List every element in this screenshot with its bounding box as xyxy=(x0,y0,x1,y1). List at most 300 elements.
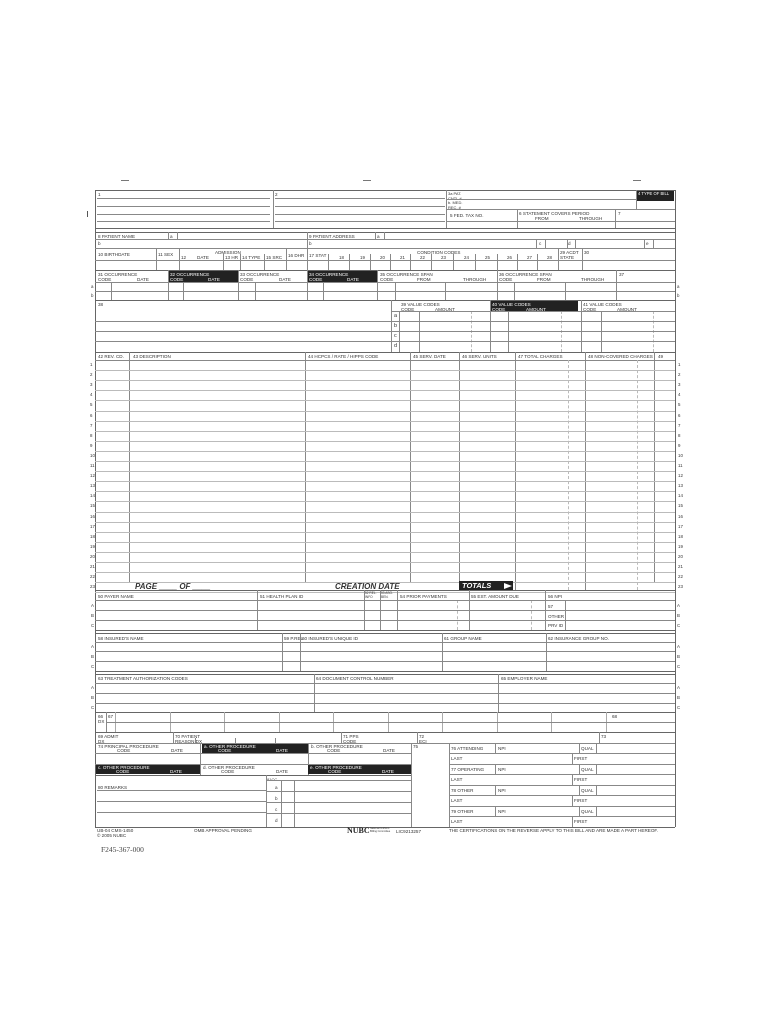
provider-qual-label: QUAL xyxy=(581,767,594,772)
row-line xyxy=(95,661,675,662)
field-37-label: 37 xyxy=(619,272,625,277)
field-63-label: 63 TREATMENT AUTHORIZATION CODES xyxy=(98,676,188,681)
field-2-label: 2 xyxy=(275,192,278,197)
condition-18: 18 xyxy=(339,255,344,260)
service-line-rule xyxy=(95,411,675,412)
value-row-d: d xyxy=(394,343,398,349)
field-74a-label: a. OTHER PROCEDURE xyxy=(204,744,256,749)
row-line xyxy=(449,774,675,775)
field-36-through: THROUGH xyxy=(581,277,605,282)
field-50-label: 50 PAYER NAME xyxy=(98,594,134,599)
line-number: 5 xyxy=(90,402,93,408)
line-number: 12 xyxy=(90,473,95,479)
field-9d: d xyxy=(568,241,571,246)
field-33-code: CODE xyxy=(240,277,254,282)
divider xyxy=(565,600,566,630)
column-divider xyxy=(459,352,460,583)
column-48-header: 48 NON-COVERED CHARGES xyxy=(588,354,653,359)
line-number: 22 xyxy=(90,574,95,580)
divider xyxy=(517,254,518,270)
field-4-label: 4 TYPE OF BILL xyxy=(636,191,674,201)
field-6-label: 6 STATEMENT COVERS PERIOD xyxy=(519,211,590,216)
row-marker-b-right: b xyxy=(677,293,680,298)
provider-qual-label: QUAL xyxy=(581,788,594,793)
column-divider xyxy=(410,352,411,583)
field-12-label: 12 xyxy=(181,255,187,260)
field-2-line xyxy=(275,206,445,207)
row-line xyxy=(266,780,411,781)
provider-npi-label: NPI xyxy=(498,767,506,772)
provider-f78-label: 78 OTHER xyxy=(451,788,474,793)
field-1-line xyxy=(97,198,270,199)
copyright: © 2005 NUBC xyxy=(97,833,127,838)
line-number-right: 6 xyxy=(678,412,681,418)
line-number-right: 3 xyxy=(678,382,681,388)
field-36-from: FROM xyxy=(537,277,551,282)
field-5-label: 5 FED. TAX NO. xyxy=(450,213,484,218)
divider xyxy=(300,633,301,671)
section-divider xyxy=(95,671,675,672)
field-38-label: 38 xyxy=(98,302,104,307)
field-74e-code: CODE xyxy=(328,769,342,774)
field-55-label: 55 EST. AMOUNT DUE xyxy=(471,594,519,599)
line-number-right: 14 xyxy=(678,493,683,499)
field-72-label: 72 ECI xyxy=(419,734,427,744)
service-line-rule xyxy=(95,552,675,553)
cc-row-a: a xyxy=(275,785,278,790)
divider xyxy=(572,795,573,806)
field-74-date: DATE xyxy=(171,748,183,753)
field-74e-header xyxy=(308,765,411,774)
line-number-right: 18 xyxy=(678,533,683,539)
field-39-label: 39 VALUE CODES xyxy=(401,302,440,307)
column-divider xyxy=(305,352,306,583)
insured-row-b: B xyxy=(91,654,94,659)
field-8a: a xyxy=(170,234,173,239)
divider xyxy=(307,232,308,248)
service-line-rule xyxy=(95,471,675,472)
divider xyxy=(307,248,308,270)
condition-26: 26 xyxy=(507,255,512,260)
divider xyxy=(596,806,597,816)
divider xyxy=(579,806,580,816)
form-right-border xyxy=(675,190,676,827)
section-divider xyxy=(95,352,675,353)
condition-22: 22 xyxy=(420,255,425,260)
field-73-label: 73 xyxy=(601,734,607,739)
line-number: 23 xyxy=(90,584,95,590)
section-divider xyxy=(95,300,675,301)
row-line xyxy=(95,683,675,684)
field-1-label: 1 xyxy=(98,192,101,197)
form-top-border xyxy=(95,190,675,191)
service-line-rule xyxy=(95,400,675,401)
divider xyxy=(644,239,645,248)
divider xyxy=(537,254,538,270)
field-67-label: 67 xyxy=(108,714,114,719)
field-74d-date: DATE xyxy=(276,769,288,774)
service-line-rule xyxy=(95,562,675,563)
row-line xyxy=(95,260,675,261)
field-74-code: CODE xyxy=(117,748,131,753)
divider xyxy=(223,254,224,270)
divider xyxy=(536,239,537,248)
divider xyxy=(341,732,342,743)
divider xyxy=(572,816,573,827)
divider xyxy=(545,239,546,248)
alignment-tick-center xyxy=(363,180,371,181)
section-divider xyxy=(95,232,675,233)
service-line-rule xyxy=(95,532,675,533)
service-line-rule xyxy=(95,512,675,513)
field-59-label: 59 P.REL xyxy=(284,636,304,641)
divider xyxy=(281,780,282,827)
field-57-other: OTHER xyxy=(548,614,565,619)
row-line xyxy=(95,282,675,283)
line-number: 16 xyxy=(90,513,95,519)
remarks-line xyxy=(97,801,266,802)
column-47-header: 47 TOTAL CHARGES xyxy=(518,354,563,359)
field-2-line xyxy=(275,221,445,222)
divider xyxy=(179,248,180,270)
provider-qual-label: QUAL xyxy=(581,746,594,751)
divider xyxy=(294,780,295,827)
field-8b: b xyxy=(98,241,101,246)
condition-codes-label: CONDITION CODES xyxy=(417,250,461,255)
service-line-rule xyxy=(95,451,675,452)
line-number-right: 1 xyxy=(678,362,681,367)
field-74-label: 74 PRINCIPAL PROCEDURE xyxy=(98,744,159,749)
provider-first-label: FIRST xyxy=(574,798,588,803)
line-number-right: 17 xyxy=(678,523,683,529)
row-line xyxy=(95,331,675,332)
row-line xyxy=(95,360,675,361)
field-6-through: THROUGH xyxy=(579,216,603,221)
line-number-right: 7 xyxy=(678,422,681,428)
totals-text: TOTALS xyxy=(462,581,492,590)
section-divider xyxy=(95,775,411,776)
provider-first-label: FIRST xyxy=(574,756,588,761)
divider xyxy=(579,785,580,795)
divider xyxy=(328,254,329,270)
field-9c: c xyxy=(539,241,542,246)
divider xyxy=(572,753,573,764)
field-3a-line xyxy=(446,199,636,200)
divider xyxy=(636,190,637,209)
field-34-date: DATE xyxy=(347,277,359,282)
divider xyxy=(446,221,675,222)
field-3a-label: 3a PAT. CNTL # xyxy=(448,191,462,201)
divider xyxy=(307,270,308,300)
divider xyxy=(349,254,350,270)
field-60-label: 60 INSURED'S UNIQUE ID xyxy=(302,636,359,641)
field-75-label: 75 xyxy=(413,744,419,749)
auth-row-c: C xyxy=(91,705,95,710)
field-9-label: 9 PATIENT ADDRESS xyxy=(309,234,355,239)
field-71-label: 71 PPS CODE xyxy=(343,734,359,744)
field-51-label: 51 HEALTH PLAN ID xyxy=(260,594,304,599)
field-74d-label: d. OTHER PROCEDURE xyxy=(203,765,255,770)
divider xyxy=(200,743,201,775)
divider xyxy=(286,248,287,270)
divider xyxy=(579,743,580,753)
divider xyxy=(156,248,157,270)
provider-qual-label: QUAL xyxy=(581,809,594,814)
divider xyxy=(238,270,239,300)
line-number-right: 21 xyxy=(678,564,683,569)
section-divider xyxy=(95,228,675,229)
line-number: 6 xyxy=(90,412,93,418)
totals-label xyxy=(459,581,513,590)
field-74e-label: e. OTHER PROCEDURE xyxy=(310,765,362,770)
divider xyxy=(168,232,169,239)
field-68-label: 68 xyxy=(612,714,618,719)
divider xyxy=(391,300,392,352)
cents-divider xyxy=(637,360,638,590)
row-line xyxy=(266,802,411,803)
field-1-line xyxy=(97,206,270,207)
field-8-label: 8 PATIENT NAME xyxy=(98,234,136,239)
field-56-label: 56 NPI xyxy=(548,594,563,599)
row-line xyxy=(95,600,675,601)
divider xyxy=(653,239,654,248)
field-3b-line xyxy=(446,209,675,210)
column-49-header: 49 xyxy=(658,354,664,359)
line-number: 2 xyxy=(90,372,93,378)
provider-first-label: FIRST xyxy=(574,777,588,782)
provider-last-label: LAST xyxy=(451,798,463,803)
line-number: 19 xyxy=(90,543,95,549)
service-line-rule xyxy=(95,522,675,523)
column-43-header: 43 DESCRIPTION xyxy=(133,354,171,359)
divider xyxy=(168,270,169,300)
row-line xyxy=(95,620,675,621)
field-61-label: 61 GROUP NAME xyxy=(444,636,482,641)
field-57-prv-id: PRV ID xyxy=(548,623,564,628)
field-41-code: CODE xyxy=(583,307,597,312)
line-number: 1 xyxy=(90,362,93,367)
line-number: 14 xyxy=(90,493,95,499)
field-13-label: 13 HR xyxy=(225,255,239,260)
row-line xyxy=(266,813,411,814)
row-line xyxy=(95,239,675,240)
field-53-label: 53 ASG. BEN. xyxy=(381,591,393,599)
provider-f79-label: 79 OTHER xyxy=(451,809,474,814)
divider xyxy=(616,270,617,300)
payer-row-c: C xyxy=(91,623,95,628)
service-line-rule xyxy=(95,431,675,432)
column-46-header: 46 SERV. UNITS xyxy=(462,354,497,359)
field-66-label: 66 DX xyxy=(98,714,105,724)
divider xyxy=(495,743,496,753)
condition-24: 24 xyxy=(464,255,469,260)
field-41-amount: AMOUNT xyxy=(617,307,637,312)
field-74a-date: DATE xyxy=(276,748,288,753)
section-divider xyxy=(95,630,675,631)
field-35-code: CODE xyxy=(380,277,394,282)
field-74c-label: c. OTHER PROCEDURE xyxy=(98,765,150,770)
line-number-right: 11 xyxy=(678,463,683,468)
field-35-label: 35 OCCURRENCE SPAN xyxy=(380,272,433,277)
line-number-right: 15 xyxy=(678,503,683,509)
field-9a: a xyxy=(377,234,380,239)
cc-row-c: c xyxy=(275,807,278,812)
row-line xyxy=(95,341,675,342)
divider xyxy=(575,239,576,248)
field-39-code: CODE xyxy=(401,307,415,312)
section-divider xyxy=(95,674,675,675)
page-of-label: PAGE ____ OF ____ xyxy=(135,582,211,591)
condition-28: 28 xyxy=(547,255,552,260)
field-15-label: 15 SRC xyxy=(266,255,283,260)
payer-row-c-right: C xyxy=(677,623,681,628)
field-65-label: 65 EMPLOYER NAME xyxy=(501,676,548,681)
field-81-label: 81CC xyxy=(267,777,278,782)
field-1-line xyxy=(97,214,270,215)
line-number-right: 2 xyxy=(678,372,681,378)
divider xyxy=(384,232,385,239)
column-divider xyxy=(129,352,130,583)
provider-npi-label: NPI xyxy=(498,788,506,793)
field-34-code: CODE xyxy=(309,277,323,282)
field-30-label: 30 xyxy=(584,250,590,255)
margin-mark xyxy=(87,211,88,217)
line-number: 15 xyxy=(90,503,95,509)
field-40-code: CODE xyxy=(492,307,506,312)
field-10-label: 10 BIRTHDATE xyxy=(98,252,130,257)
divider xyxy=(490,300,491,352)
column-42-header: 42 REV. CD. xyxy=(98,354,124,359)
row-line xyxy=(449,753,675,754)
field-36-code: CODE xyxy=(499,277,513,282)
field-40-amount: AMOUNT xyxy=(526,307,546,312)
column-45-header: 45 SERV. DATE xyxy=(413,354,446,359)
line-number-right: 16 xyxy=(678,513,683,519)
divider xyxy=(390,254,391,270)
divider xyxy=(497,254,498,270)
field-35-from: FROM xyxy=(417,277,431,282)
insured-row-c-right: C xyxy=(677,664,681,669)
field-36-label: 36 OCCURRENCE SPAN xyxy=(499,272,552,277)
auth-row-a: A xyxy=(91,685,94,690)
field-70-label: 70 PATIENT REASON DX xyxy=(175,734,203,744)
provider-f77-label: 77 OPERATING xyxy=(451,767,485,772)
nubc-logo: NUBC xyxy=(347,826,370,835)
section-divider xyxy=(95,712,675,713)
divider xyxy=(264,254,265,270)
line-number-right: 13 xyxy=(678,483,683,489)
field-31-code: CODE xyxy=(98,277,112,282)
cents-divider xyxy=(568,360,569,590)
column-divider xyxy=(654,352,655,583)
section-divider xyxy=(95,633,675,634)
form-code: F245-367-000 xyxy=(101,845,144,854)
service-line-rule xyxy=(95,491,675,492)
field-1-line xyxy=(97,221,270,222)
divider xyxy=(567,239,568,248)
service-line-rule xyxy=(95,572,675,573)
field-33-label: 33 OCCURRENCE xyxy=(240,272,280,277)
row-line xyxy=(95,642,675,643)
field-74c-date: DATE xyxy=(170,769,182,774)
value-row-a: a xyxy=(394,313,398,319)
field-52-label: 52 REL. INFO xyxy=(365,591,377,599)
divider xyxy=(546,633,547,671)
field-41-label: 41 VALUE CODES xyxy=(583,302,622,307)
field-34-header xyxy=(307,271,377,282)
creation-date-label: CREATION DATE xyxy=(335,582,400,591)
field-11-label: 11 SEX xyxy=(158,252,174,257)
field-40-label: 40 VALUE CODES xyxy=(492,302,531,307)
service-line-rule xyxy=(95,390,675,391)
divider xyxy=(273,190,274,228)
line-number: 17 xyxy=(90,523,95,529)
alignment-tick-left xyxy=(121,180,129,181)
field-2-line xyxy=(275,198,445,199)
line-number-right: 8 xyxy=(678,432,681,438)
divider xyxy=(442,633,443,671)
row-line xyxy=(391,311,675,312)
service-line-rule xyxy=(95,542,675,543)
row-line xyxy=(95,753,411,754)
line-number-right: 5 xyxy=(678,402,681,408)
divider xyxy=(495,785,496,795)
service-line-rule xyxy=(95,380,675,381)
field-62-label: 62 INSURANCE GROUP NO. xyxy=(548,636,609,641)
service-line-rule xyxy=(95,501,675,502)
service-line-rule xyxy=(95,421,675,422)
field-57-label: 57 xyxy=(548,604,554,609)
field-74b-label: b. OTHER PROCEDURE xyxy=(311,744,363,749)
condition-20: 20 xyxy=(380,255,385,260)
payer-row-a-right: A xyxy=(677,603,680,608)
row-line xyxy=(95,291,675,292)
field-29-label: 29 ACDT STATE xyxy=(560,250,579,260)
divider xyxy=(177,232,178,239)
divider xyxy=(431,254,432,270)
divider xyxy=(581,300,582,352)
row-marker-a-right: a xyxy=(677,284,680,289)
divider xyxy=(579,764,580,774)
line-number: 7 xyxy=(90,422,93,428)
cc-row-b: b xyxy=(275,796,278,801)
line-number: 9 xyxy=(90,442,93,448)
insured-row-a: A xyxy=(91,644,94,649)
row-line xyxy=(266,791,411,792)
row-marker-b: b xyxy=(91,293,94,298)
line-number: 3 xyxy=(90,382,93,388)
field-32-header xyxy=(168,271,238,282)
row-line xyxy=(95,743,675,744)
field-58-label: 58 INSURED'S NAME xyxy=(98,636,144,641)
field-74e-date: DATE xyxy=(382,769,394,774)
divider xyxy=(266,775,267,827)
divider xyxy=(411,743,412,827)
line-number-right: 19 xyxy=(678,543,683,549)
field-74a-code: CODE xyxy=(218,748,232,753)
row-line xyxy=(449,806,675,807)
condition-21: 21 xyxy=(400,255,405,260)
divider xyxy=(497,270,498,300)
remarks-line xyxy=(97,790,266,791)
field-9e: e xyxy=(646,241,649,246)
field-32-date: DATE xyxy=(208,277,220,282)
line-number: 13 xyxy=(90,483,95,489)
auth-row-b-right: B xyxy=(677,695,680,700)
field-80-label: 80 REMARKS xyxy=(98,785,128,790)
field-34-label: 34 OCCURRENCE xyxy=(309,272,349,277)
provider-first-label: FIRST xyxy=(574,819,588,824)
